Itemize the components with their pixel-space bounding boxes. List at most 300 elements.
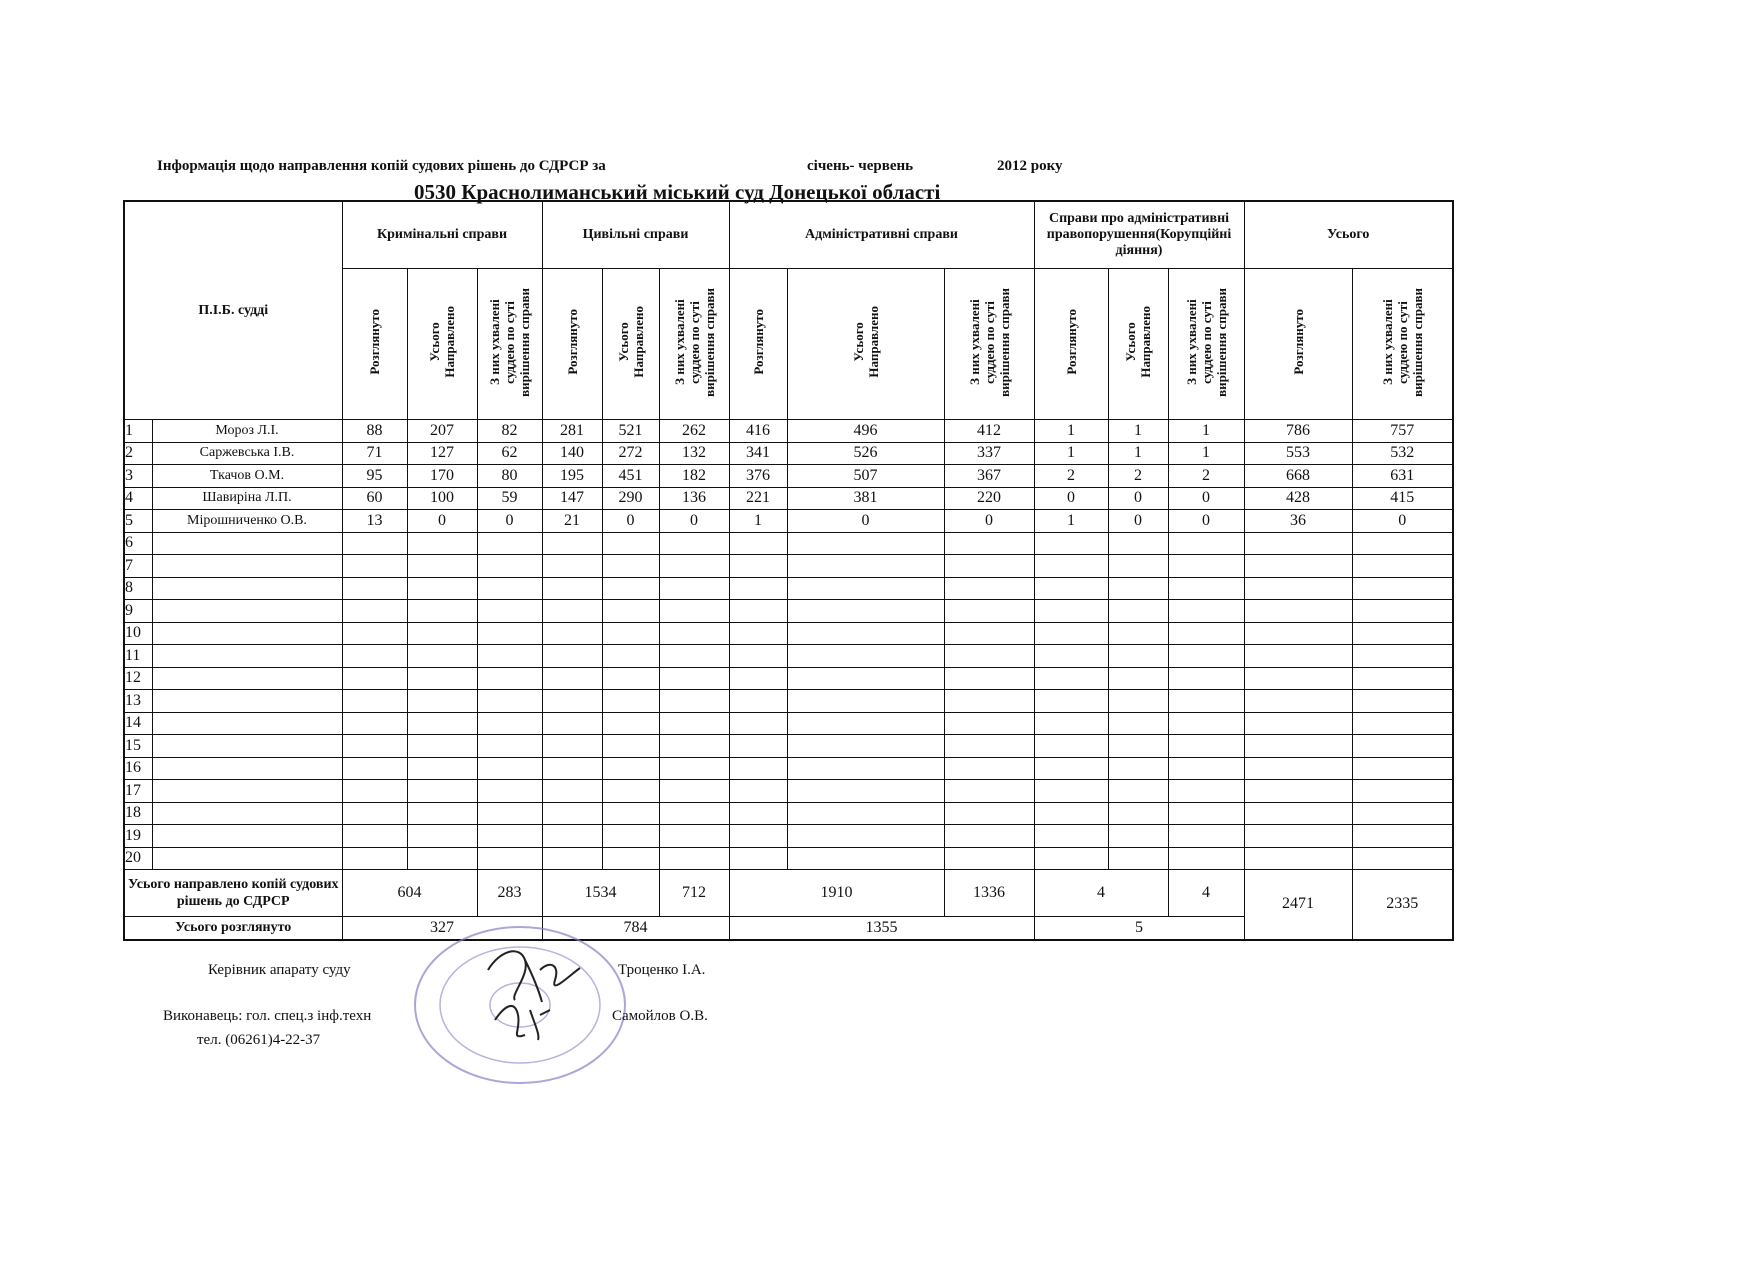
table-cell [342,690,407,713]
table-cell [1352,600,1453,623]
table-cell: 13 [342,510,407,533]
table-cell [1352,735,1453,758]
total-sent-label: Усього направлено копій судових рішень до СДРСР [124,870,342,917]
judge-name [152,825,342,848]
table-cell: 381 [787,487,944,510]
admin-cases-header: Адміністративні справи [729,201,1034,269]
table-cell [1352,622,1453,645]
table-row [124,555,1453,578]
total-of-civil: 712 [659,870,729,917]
table-cell [787,712,944,735]
table-cell [602,532,659,555]
table-row [124,577,1453,600]
row-number: 10 [124,622,152,645]
table-cell [787,735,944,758]
judge-rows [124,420,1453,870]
table-cell [787,577,944,600]
table-cell [1034,825,1108,848]
table-cell: 221 [729,487,787,510]
table-cell [542,555,602,578]
table-cell [944,622,1034,645]
judge-name: Шавиріна Л.П. [152,487,342,510]
table-cell [729,802,787,825]
table-cell: 36 [1244,510,1352,533]
table-cell [729,690,787,713]
table-cell [542,645,602,668]
table-cell: 127 [407,442,477,465]
table-cell: 1 [1034,510,1108,533]
row-number: 12 [124,667,152,690]
table-cell [602,667,659,690]
total-considered-criminal: 327 [342,917,542,940]
table-cell [602,802,659,825]
table-cell [944,577,1034,600]
judge-name [152,735,342,758]
table-cell: 0 [1168,487,1244,510]
table-cell [787,645,944,668]
table-cell [407,757,477,780]
table-cell [1168,825,1244,848]
row-number: 15 [124,735,152,758]
table-cell: 367 [944,465,1034,488]
table-cell [542,735,602,758]
total-sent-civil: 1534 [542,870,659,917]
table-cell: 1 [1168,442,1244,465]
table-cell: 71 [342,442,407,465]
table-cell [342,532,407,555]
table-cell [729,577,787,600]
table-row [124,645,1453,668]
table-cell [787,622,944,645]
judge-name [152,712,342,735]
table-cell [542,622,602,645]
table-cell [407,735,477,758]
table-cell [477,577,542,600]
table-cell: 416 [729,420,787,443]
table-cell [407,577,477,600]
table-cell [342,667,407,690]
table-cell [659,802,729,825]
table-cell [787,757,944,780]
table-cell [342,600,407,623]
row-number: 6 [124,532,152,555]
table-cell [729,532,787,555]
table-cell [659,622,729,645]
total-header: Усього [1244,201,1453,269]
table-cell: 1 [1168,420,1244,443]
table-cell [542,802,602,825]
table-cell [1034,555,1108,578]
total-considered-civil: 784 [542,917,729,940]
table-cell [1352,532,1453,555]
table-cell: 757 [1352,420,1453,443]
judge-name [152,622,342,645]
table-cell [477,600,542,623]
head-of-staff-label: Керівник апарату суду [208,962,351,978]
table-row [124,847,1453,870]
judge-name [152,667,342,690]
table-cell [659,757,729,780]
table-cell: 507 [787,465,944,488]
table-cell [1244,690,1352,713]
judge-name: Ткачов О.М. [152,465,342,488]
table-cell [729,555,787,578]
table-cell: 412 [944,420,1034,443]
table-cell [602,757,659,780]
table-cell: 451 [602,465,659,488]
judge-name [152,600,342,623]
table-cell [602,690,659,713]
table-cell [787,555,944,578]
table-cell: 182 [659,465,729,488]
table-cell [1244,667,1352,690]
table-cell [1168,847,1244,870]
table-cell: 0 [477,510,542,533]
table-cell [602,735,659,758]
table-cell: 2 [1168,465,1244,488]
table-cell [729,667,787,690]
table-cell [407,847,477,870]
table-cell: 341 [729,442,787,465]
table-cell [1168,555,1244,578]
table-cell [407,555,477,578]
table-cell [1352,555,1453,578]
table-cell [729,622,787,645]
total-sent-offences: 4 [1034,870,1168,917]
row-number: 8 [124,577,152,600]
total-considered-admin: 1355 [729,917,1034,940]
table-row [124,712,1453,735]
table-cell [729,847,787,870]
table-cell [1352,757,1453,780]
table-cell: 170 [407,465,477,488]
table-cell [659,600,729,623]
table-cell [1034,690,1108,713]
table-cell: 21 [542,510,602,533]
row-number: 3 [124,465,152,488]
table-cell [1244,780,1352,803]
table-cell [659,735,729,758]
table-cell [944,645,1034,668]
table-cell [1244,712,1352,735]
table-cell: 281 [542,420,602,443]
table-cell: 95 [342,465,407,488]
table-cell: 0 [1352,510,1453,533]
judge-name: Мороз Л.І. [152,420,342,443]
table-cell [1108,667,1168,690]
table-cell [1168,712,1244,735]
table-cell [1108,802,1168,825]
table-cell: 80 [477,465,542,488]
table-cell [542,780,602,803]
head-of-staff-name: Троценко І.А. [618,962,706,978]
table-cell: 553 [1244,442,1352,465]
table-cell [944,667,1034,690]
table-cell [659,690,729,713]
table-cell [1244,577,1352,600]
table-cell: 1 [1108,420,1168,443]
table-cell: 0 [1168,510,1244,533]
table-cell [1108,735,1168,758]
table-cell [1168,532,1244,555]
table-cell: 132 [659,442,729,465]
table-cell [1244,622,1352,645]
table-row [124,622,1453,645]
judge-name [152,757,342,780]
table-cell: 786 [1244,420,1352,443]
table-cell [787,600,944,623]
civil-sent-header: Усього Направлено [602,269,659,420]
table-cell [1352,667,1453,690]
table-cell [477,802,542,825]
total-considered-offences: 5 [1034,917,1244,940]
table-cell: 0 [1108,487,1168,510]
executor-name: Самойлов О.В. [612,1008,708,1024]
row-number: 4 [124,487,152,510]
offences-considered-header: Розглянуто [1034,269,1108,420]
table-cell [1168,802,1244,825]
table-cell: 59 [477,487,542,510]
table-cell [407,802,477,825]
table-cell [944,690,1034,713]
table-cell [407,622,477,645]
table-cell [729,712,787,735]
table-cell [542,712,602,735]
admin-considered-header: Розглянуто [729,269,787,420]
report-year: 2012 року [997,158,1063,174]
row-number: 18 [124,802,152,825]
judge-name: Мірошниченко О.В. [152,510,342,533]
table-cell [602,645,659,668]
table-cell [602,622,659,645]
table-cell [407,532,477,555]
table-cell [602,712,659,735]
table-cell [1168,757,1244,780]
table-cell [477,622,542,645]
criminal-considered-header: Розглянуто [342,269,407,420]
table-cell [477,690,542,713]
table-cell: 376 [729,465,787,488]
table-cell [659,577,729,600]
civil-considered-header: Розглянуто [542,269,602,420]
table-row [124,667,1453,690]
table-cell: 2 [1108,465,1168,488]
table-cell [944,532,1034,555]
total-of-offences: 4 [1168,870,1244,917]
row-number: 17 [124,780,152,803]
table-cell [602,555,659,578]
table-cell [407,600,477,623]
table-cell [407,667,477,690]
row-number: 1 [124,420,152,443]
table-cell: 0 [407,510,477,533]
criminal-cases-header: Кримінальні справи [342,201,542,269]
total-considered-label: Усього розглянуто [124,917,342,940]
table-cell [542,600,602,623]
table-cell [407,645,477,668]
table-cell [1108,532,1168,555]
table-cell [1352,780,1453,803]
table-cell: 526 [787,442,944,465]
table-cell [659,780,729,803]
table-cell [787,847,944,870]
table-row [124,465,1453,488]
table-cell [1034,712,1108,735]
table-cell [944,757,1034,780]
table-cell [1034,600,1108,623]
row-number: 7 [124,555,152,578]
table-cell [342,802,407,825]
row-number: 9 [124,600,152,623]
table-cell [477,735,542,758]
offences-of-them-header: З них ухвалені суддею по суті вирішення справи [1168,269,1244,420]
table-cell [602,780,659,803]
table-cell [342,757,407,780]
table-cell: 1 [1108,442,1168,465]
table-cell: 207 [407,420,477,443]
table-cell [659,847,729,870]
table-cell: 631 [1352,465,1453,488]
table-cell [477,667,542,690]
judge-name [152,802,342,825]
report-title-text: Інформація щодо направлення копій судових рішень до СДРСР за [157,158,606,174]
table-cell [944,847,1034,870]
table-cell [1244,555,1352,578]
table-cell [1244,735,1352,758]
table-cell [1034,847,1108,870]
row-number: 16 [124,757,152,780]
table-cell [542,757,602,780]
table-cell [1034,645,1108,668]
table-cell [477,757,542,780]
judge-name [152,690,342,713]
table-cell [602,847,659,870]
table-cell [477,532,542,555]
table-cell [342,847,407,870]
table-cell [542,667,602,690]
table-cell [1108,757,1168,780]
table-cell [1034,757,1108,780]
table-cell [1034,780,1108,803]
table-cell: 496 [787,420,944,443]
table-cell [342,555,407,578]
table-cell: 337 [944,442,1034,465]
table-cell [407,690,477,713]
table-cell [1034,667,1108,690]
table-cell [944,600,1034,623]
table-cell [1168,645,1244,668]
table-cell [787,667,944,690]
row-number: 20 [124,847,152,870]
table-cell [729,645,787,668]
table-cell [729,735,787,758]
table-cell: 0 [1108,510,1168,533]
table-cell [342,780,407,803]
table-cell [729,780,787,803]
table-cell [477,825,542,848]
judge-name: Саржевська І.В. [152,442,342,465]
row-number: 19 [124,825,152,848]
table-cell [477,645,542,668]
table-cell [1108,825,1168,848]
table-cell [944,735,1034,758]
table-row [124,420,1453,443]
judge-name [152,577,342,600]
table-cell: 82 [477,420,542,443]
table-cell [542,690,602,713]
table-row [124,802,1453,825]
table-cell [1108,555,1168,578]
table-cell [944,555,1034,578]
criminal-sent-header: Усього Направлено [407,269,477,420]
table-row [124,690,1453,713]
table-cell [407,712,477,735]
table-cell [1108,712,1168,735]
table-cell [787,802,944,825]
table-cell: 0 [787,510,944,533]
table-cell [407,825,477,848]
table-cell [1168,667,1244,690]
table-cell [659,825,729,848]
judge-name [152,780,342,803]
judge-name [152,847,342,870]
table-cell [407,780,477,803]
table-cell [1034,532,1108,555]
table-cell: 140 [542,442,602,465]
table-cell [1108,622,1168,645]
offences-sent-header: Усього Направлено [1108,269,1168,420]
table-cell [1244,600,1352,623]
table-cell: 60 [342,487,407,510]
table-row [124,825,1453,848]
judge-name [152,645,342,668]
table-cell: 521 [602,420,659,443]
table-cell [659,555,729,578]
total-of-admin: 1336 [944,870,1034,917]
total-of-criminal: 283 [477,870,542,917]
table-cell [542,577,602,600]
table-cell [602,577,659,600]
table-row [124,780,1453,803]
table-cell [944,802,1034,825]
admin-of-them-header: З них ухвалені суддею по суті вирішення справи [944,269,1034,420]
judge-name [152,532,342,555]
statistics-table [123,200,1454,941]
table-cell [1352,712,1453,735]
table-cell [1034,577,1108,600]
table-cell [1244,825,1352,848]
table-cell: 0 [602,510,659,533]
total-of-them-header: З них ухвалені суддею по суті вирішення справи [1352,269,1453,420]
table-cell: 0 [1034,487,1108,510]
table-cell [1352,577,1453,600]
table-cell: 100 [407,487,477,510]
table-cell: 1 [729,510,787,533]
table-cell [477,555,542,578]
table-cell [659,712,729,735]
table-cell [1168,690,1244,713]
table-cell [729,600,787,623]
table-cell [542,532,602,555]
table-cell [1108,600,1168,623]
table-cell [1034,735,1108,758]
table-row [124,757,1453,780]
judge-name-header: П.І.Б. судді [124,201,342,420]
table-cell: 220 [944,487,1034,510]
table-cell [1352,825,1453,848]
table-cell: 88 [342,420,407,443]
table-cell [342,712,407,735]
